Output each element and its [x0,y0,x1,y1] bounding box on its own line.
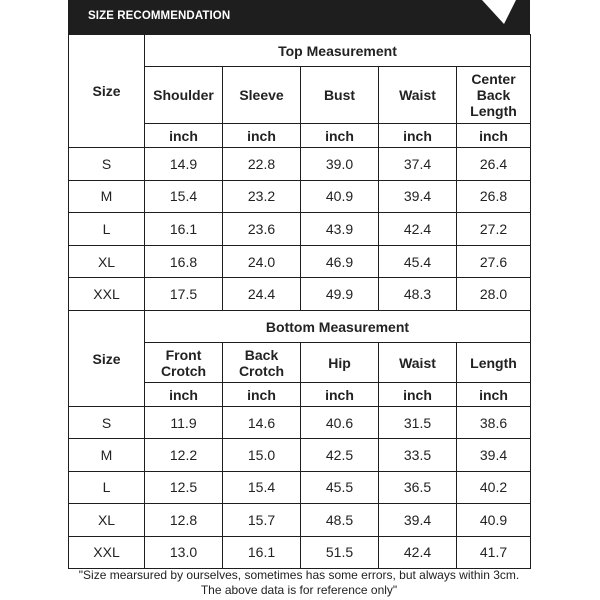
table-row [69,536,531,568]
unit-label: inch [301,383,379,407]
footnote-line-1: "Size mearsured by ourselves, sometimes has some errors, but always within 3cm. [78,568,520,582]
top-measurement-table [68,34,531,311]
column-header: Length [457,343,531,383]
table-row [69,180,531,213]
measurement-cell: 42.4 [379,536,457,568]
unit-label: inch [301,124,379,148]
measurement-cell: 39.0 [301,148,379,181]
measurement-cell: 24.4 [223,278,301,311]
measurement-cell: 15.7 [223,504,301,536]
size-column-label: Size [69,311,145,407]
size-cell: S [69,407,145,439]
column-header: Bust [301,67,379,124]
measurement-cell: 15.4 [145,180,223,213]
table-row [69,471,531,503]
column-header: Back Crotch [223,343,301,383]
group-title-row [69,35,531,67]
bottom-measurement-table [68,310,531,569]
column-header: Waist [379,343,457,383]
measurement-cell: 14.9 [145,148,223,181]
column-header: Waist [379,67,457,124]
measurement-cell: 41.7 [457,536,531,568]
measurement-cell: 27.6 [457,245,531,278]
column-header: Hip [301,343,379,383]
measurement-cell: 16.1 [145,213,223,246]
size-cell: XXL [69,536,145,568]
measurement-cell: 42.4 [379,213,457,246]
unit-label: inch [145,124,223,148]
measurement-cell: 39.4 [379,180,457,213]
size-cell: L [69,213,145,246]
measurement-cell: 40.9 [301,180,379,213]
measurement-cell: 14.6 [223,407,301,439]
column-header: Center Back Length [457,67,531,124]
measurement-cell: 45.4 [379,245,457,278]
measurement-cell: 36.5 [379,471,457,503]
measurement-cell: 28.0 [457,278,531,311]
measurement-cell: 11.9 [145,407,223,439]
size-cell: S [69,148,145,181]
measurement-cell: 40.6 [301,407,379,439]
column-header: Sleeve [223,67,301,124]
size-cell: XXL [69,278,145,311]
group-title: Top Measurement [145,35,531,67]
size-cell: XL [69,504,145,536]
measurement-cell: 23.2 [223,180,301,213]
measurement-cell: 38.6 [457,407,531,439]
measurement-cell: 23.6 [223,213,301,246]
measurement-cell: 46.9 [301,245,379,278]
measurement-cell: 43.9 [301,213,379,246]
measurement-cell: 17.5 [145,278,223,311]
measurement-cell: 39.4 [457,439,531,471]
measurement-cell: 12.5 [145,471,223,503]
measurement-cell: 33.5 [379,439,457,471]
measurement-cell: 24.0 [223,245,301,278]
measurement-cell: 40.9 [457,504,531,536]
measurement-cell: 16.8 [145,245,223,278]
measurement-cell: 13.0 [145,536,223,568]
size-cell: M [69,439,145,471]
measurement-cell: 48.3 [379,278,457,311]
measurement-cell: 12.2 [145,439,223,471]
measurement-cell: 51.5 [301,536,379,568]
unit-label: inch [223,124,301,148]
size-column-label: Size [69,35,145,148]
measurement-cell: 39.4 [379,504,457,536]
table-row [69,213,531,246]
measurement-cell: 49.9 [301,278,379,311]
table-row [69,504,531,536]
footnote-line-2: The above data is for reference only" [200,583,398,597]
column-header: Shoulder [145,67,223,124]
table-row [69,148,531,181]
table-row [69,278,531,311]
measurement-cell: 27.2 [457,213,531,246]
header-bar [68,0,530,34]
measurement-cell: 26.8 [457,180,531,213]
header-title: SIZE RECOMMENDATION [88,10,231,22]
unit-label: inch [145,383,223,407]
group-title: Bottom Measurement [145,311,531,343]
size-cell: L [69,471,145,503]
measurement-cell: 37.4 [379,148,457,181]
table-row [69,245,531,278]
table-row [69,407,531,439]
size-cell: XL [69,245,145,278]
measurement-cell: 12.8 [145,504,223,536]
unit-label: inch [379,124,457,148]
measurement-cell: 16.1 [223,536,301,568]
size-cell: M [69,180,145,213]
unit-label: inch [223,383,301,407]
group-title-row [69,311,531,343]
measurement-cell: 15.0 [223,439,301,471]
footnote [68,568,530,600]
measurement-cell: 45.5 [301,471,379,503]
measurement-cell: 31.5 [379,407,457,439]
measurement-cell: 40.2 [457,471,531,503]
measurement-cell: 48.5 [301,504,379,536]
chevron-down-icon [470,0,530,34]
column-header: Front Crotch [145,343,223,383]
unit-label: inch [379,383,457,407]
measurement-cell: 42.5 [301,439,379,471]
measurement-cell: 15.4 [223,471,301,503]
measurement-cell: 26.4 [457,148,531,181]
table-row [69,439,531,471]
unit-label: inch [457,383,531,407]
unit-label: inch [457,124,531,148]
measurement-cell: 22.8 [223,148,301,181]
